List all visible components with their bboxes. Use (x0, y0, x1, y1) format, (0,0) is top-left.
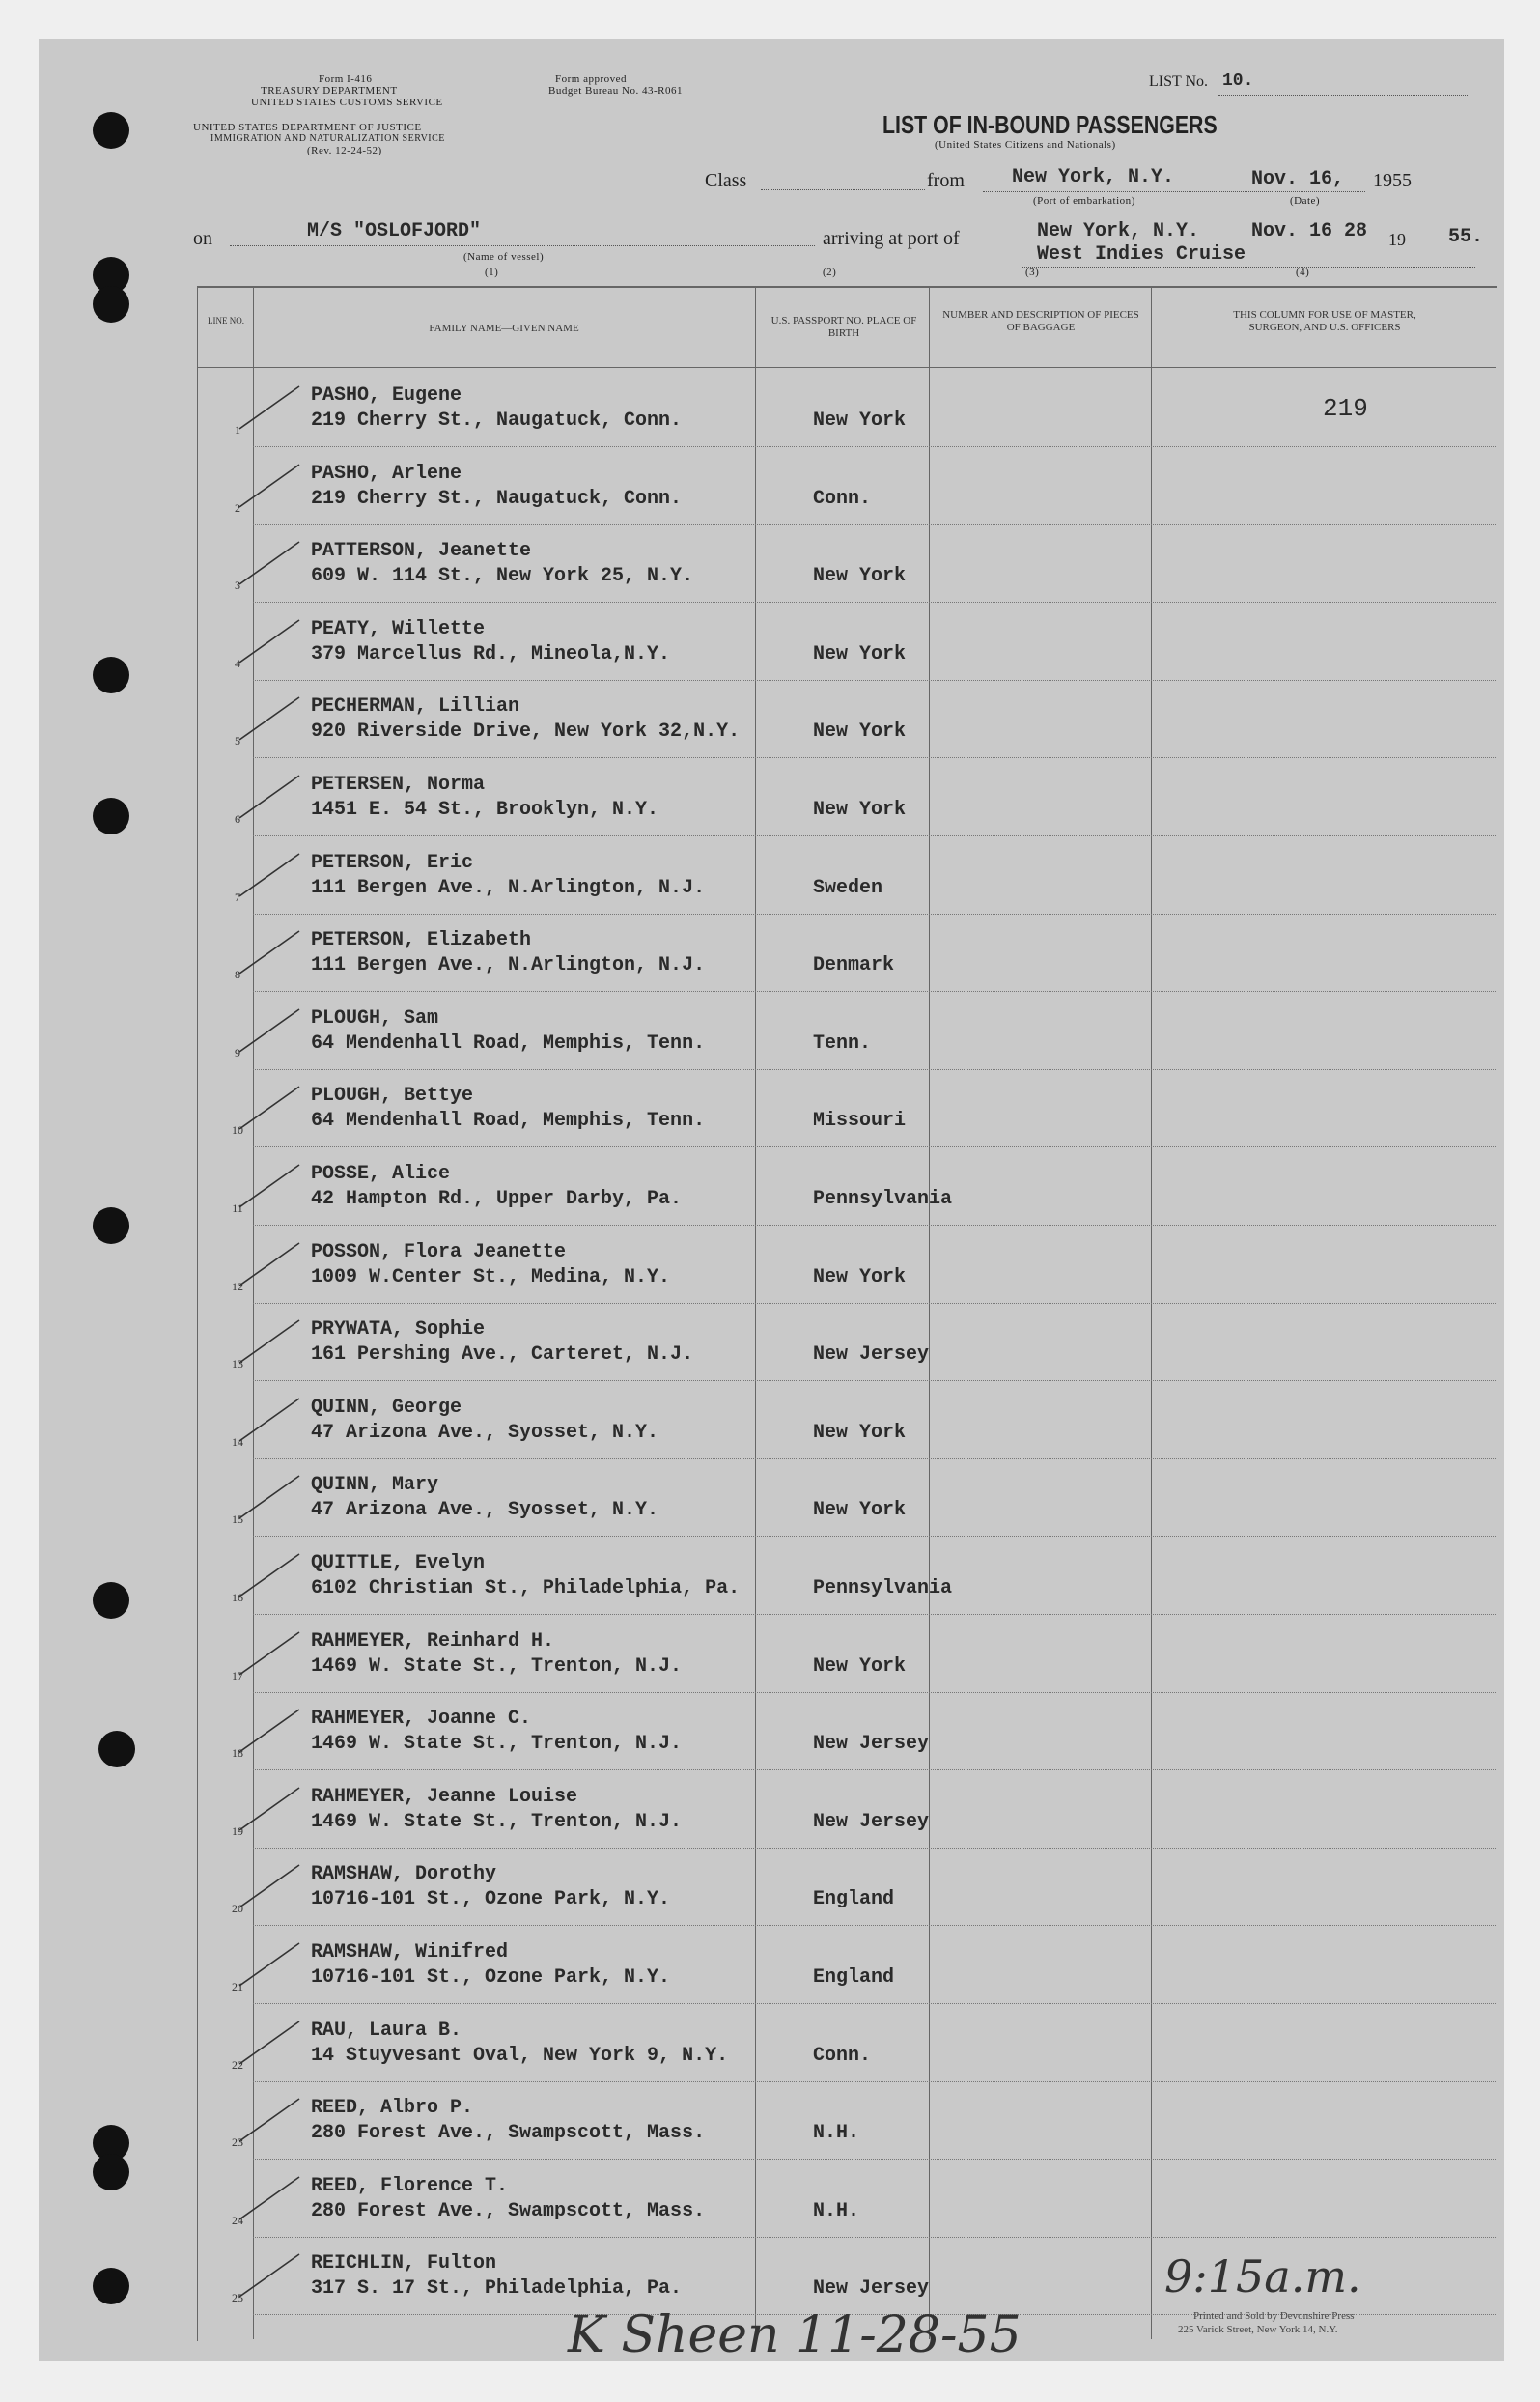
ins: IMMIGRATION AND NATURALIZATION SERVICE (210, 133, 445, 144)
passenger-address: 379 Marcellus Rd., Mineola,N.Y. (311, 642, 671, 665)
vessel-caption: (Name of vessel) (463, 251, 545, 263)
binder-hole (93, 2268, 129, 2304)
place-of-birth: New York (813, 565, 907, 588)
passenger-address: 42 Hampton Rd., Upper Darby, Pa. (311, 1188, 683, 1210)
cruise-name: West Indies Cruise (1037, 243, 1246, 266)
table-row (232, 2004, 1496, 2082)
passenger-name: RAHMEYER, Reinhard H. (311, 1629, 555, 1653)
line-number: 9 (235, 1045, 240, 1060)
arrival-year: 55. (1448, 226, 1484, 248)
caption-2: (2) (823, 267, 837, 278)
passenger-address: 609 W. 114 St., New York 25, N.Y. (311, 565, 694, 588)
passenger-address: 1469 W. State St., Trenton, N.J. (311, 1654, 683, 1678)
table-row (235, 447, 1496, 525)
table-row (232, 1147, 1496, 1226)
passenger-name: POSSE, Alice (311, 1163, 451, 1185)
arrival-port: New York, N.Y. (1037, 220, 1200, 242)
line-number: 25 (232, 2291, 243, 2305)
class-label: Class (705, 170, 747, 191)
form-approved: Form approved (555, 73, 628, 85)
arrival-date: Nov. 16 28 (1251, 220, 1368, 242)
passenger-name: PRYWATA, Sophie (311, 1318, 486, 1342)
table-row (235, 758, 1496, 836)
passenger-address: 1469 W. State St., Trenton, N.J. (311, 1733, 683, 1756)
table-row (232, 1069, 1496, 1147)
place-of-birth: Pennsylvania (813, 1188, 953, 1210)
passenger-address: 47 Arizona Ave., Syosset, N.Y. (311, 1499, 659, 1522)
place-of-birth: Sweden (813, 876, 883, 899)
place-of-birth: New York (813, 1265, 907, 1288)
binder-hole (93, 112, 129, 149)
passenger-name: REED, Florence T. (311, 2174, 509, 2197)
customs-service: UNITED STATES CUSTOMS SERVICE (251, 97, 443, 108)
table-row (232, 1458, 1496, 1537)
passenger-address: 111 Bergen Ave., N.Arlington, N.J. (311, 954, 706, 977)
table-row (232, 1848, 1496, 1926)
vessel-name: M/S "OSLOFJORD" (307, 220, 482, 242)
caption-3: (3) (1025, 267, 1040, 278)
from-port: New York, N.Y. (1012, 166, 1175, 188)
printer-line-1: Printed and Sold by Devonshire Press (1193, 2310, 1355, 2322)
place-of-birth: New Jersey (813, 1343, 930, 1367)
place-of-birth: Conn. (813, 2044, 872, 2067)
table-row (232, 1615, 1496, 1693)
passenger-address: 161 Pershing Ave., Carteret, N.J. (311, 1343, 694, 1367)
line-number: 3 (235, 579, 240, 593)
binder-hole (93, 2154, 129, 2190)
line-number: 17 (232, 1668, 243, 1682)
manifest-sheet (39, 39, 1504, 2364)
passenger-address: 219 Cherry St., Naugatuck, Conn. (311, 410, 683, 432)
table-row (235, 914, 1496, 992)
line-number: 4 (235, 656, 240, 670)
place-of-birth: New York (813, 799, 907, 821)
binder-hole (98, 1731, 135, 1767)
place-of-birth: New York (813, 410, 907, 432)
passenger-name: PEATY, Willette (311, 617, 486, 640)
place-of-birth: New York (813, 642, 907, 665)
binder-hole (93, 657, 129, 693)
table-row (235, 369, 1496, 447)
passenger-address: 1451 E. 54 St., Brooklyn, N.Y. (311, 799, 659, 821)
place-of-birth: Conn. (813, 487, 872, 510)
line-number: 18 (232, 1746, 243, 1761)
passenger-name: REED, Albro P. (311, 2097, 474, 2120)
passenger-name: RAMSHAW, Dorothy (311, 1863, 497, 1886)
table-row (235, 524, 1496, 603)
passenger-name: RAHMEYER, Jeanne Louise (311, 1785, 578, 1808)
on-label: on (193, 228, 212, 249)
table-row (232, 1226, 1496, 1304)
table-row (232, 1381, 1496, 1459)
passenger-name: RAMSHAW, Winifred (311, 1941, 509, 1964)
doj: UNITED STATES DEPARTMENT OF JUSTICE (193, 122, 422, 133)
passenger-name: RAHMEYER, Joanne C. (311, 1708, 532, 1731)
line-number: 24 (232, 2213, 243, 2227)
from-date: Nov. 16, (1251, 168, 1345, 190)
header-officers: THIS COLUMN FOR USE OF MASTER, SURGEON, AND U.S. OFFICERS (1233, 309, 1416, 333)
caption-1: (1) (485, 267, 499, 278)
passenger-address: 10716-101 St., Ozone Park, N.Y. (311, 1888, 671, 1911)
passenger-name: PASHO, Arlene (311, 462, 462, 485)
table-row (232, 1303, 1496, 1381)
passenger-address: 280 Forest Ave., Swampscott, Mass. (311, 2199, 706, 2222)
line-number: 5 (235, 734, 240, 749)
passenger-address: 280 Forest Ave., Swampscott, Mass. (311, 2122, 706, 2145)
date-caption: (Date) (1290, 195, 1321, 207)
passenger-address: 111 Bergen Ave., N.Arlington, N.J. (311, 876, 706, 899)
binder-hole (93, 798, 129, 834)
handwritten-time: 9:15a.m. (1164, 2250, 1361, 2303)
passenger-name: PECHERMAN, Lillian (311, 695, 520, 719)
passenger-name: RAU, Laura B. (311, 2019, 462, 2042)
officer-note: 219 (1323, 394, 1368, 423)
page-title: LIST OF IN-BOUND PASSENGERS (882, 110, 1218, 139)
line-number: 11 (232, 1201, 243, 1215)
passenger-address: 14 Stuyvesant Oval, New York 9, N.Y. (311, 2044, 729, 2067)
passenger-name: QUITTLE, Evelyn (311, 1552, 486, 1574)
passenger-name: POSSON, Flora Jeanette (311, 1240, 567, 1263)
line-number: 22 (232, 2057, 243, 2072)
passenger-name: PLOUGH, Sam (311, 1006, 439, 1030)
table-row (232, 2160, 1496, 2238)
passenger-address: 920 Riverside Drive, New York 32,N.Y. (311, 721, 741, 744)
passenger-name: PASHO, Eugene (311, 384, 462, 407)
page-subtitle: (United States Citizens and Nationals) (935, 139, 1116, 151)
binder-hole (93, 1582, 129, 1619)
place-of-birth: New York (813, 721, 907, 744)
table-row (232, 2081, 1496, 2160)
table-row (232, 1537, 1496, 1615)
place-of-birth: England (813, 1888, 895, 1911)
line-number: 20 (232, 1902, 243, 1916)
revision: (Rev. 12-24-52) (307, 145, 382, 156)
passenger-address: 10716-101 St., Ozone Park, N.Y. (311, 1966, 671, 1989)
passenger-name: PETERSON, Elizabeth (311, 929, 532, 952)
place-of-birth: New Jersey (813, 1733, 930, 1756)
passenger-name: PLOUGH, Bettye (311, 1085, 474, 1108)
passenger-address: 219 Cherry St., Naugatuck, Conn. (311, 487, 683, 510)
place-of-birth: N.H. (813, 2199, 860, 2222)
printer-line-2: 225 Varick Street, New York 14, N.Y. (1178, 2324, 1338, 2335)
passenger-address: 64 Mendenhall Road, Memphis, Tenn. (311, 1110, 706, 1133)
place-of-birth: Denmark (813, 954, 895, 977)
line-number: 10 (232, 1123, 243, 1138)
passenger-address: 317 S. 17 St., Philadelphia, Pa. (311, 2277, 683, 2301)
place-of-birth: N.H. (813, 2122, 860, 2145)
place-of-birth: England (813, 1966, 895, 1989)
header-name: FAMILY NAME—GIVEN NAME (429, 323, 579, 334)
passenger-address: 1009 W.Center St., Medina, N.Y. (311, 1265, 671, 1288)
place-of-birth: New York (813, 1421, 907, 1444)
place-of-birth: Tenn. (813, 1031, 872, 1055)
line-number: 16 (232, 1591, 243, 1604)
binder-hole (93, 1207, 129, 1244)
line-number: 6 (235, 812, 240, 826)
passenger-address: 47 Arizona Ave., Syosset, N.Y. (311, 1421, 659, 1444)
table-row (235, 680, 1496, 758)
header-line-no: LINE NO. (208, 316, 244, 325)
line-number: 23 (232, 2135, 243, 2150)
caption-4: (4) (1296, 267, 1310, 278)
list-number: 10. (1222, 71, 1254, 91)
place-of-birth: New Jersey (813, 1810, 930, 1833)
arriving-label: arriving at port of (823, 228, 960, 249)
line-number: 13 (232, 1357, 243, 1371)
passenger-name: QUINN, Mary (311, 1474, 439, 1497)
table-row (232, 1926, 1496, 2004)
from-label: from (927, 170, 965, 191)
line-number: 21 (232, 1980, 243, 1993)
line-number: 2 (235, 500, 240, 515)
header-baggage: NUMBER AND DESCRIPTION OF PIECES OF BAGGAGE (942, 309, 1139, 333)
passenger-name: PATTERSON, Jeanette (311, 540, 532, 563)
line-number: 1 (235, 423, 240, 437)
list-label: LIST No. (1149, 73, 1209, 90)
passenger-address: 1469 W. State St., Trenton, N.J. (311, 1810, 683, 1833)
handwritten-signature: K Sheen 11-28-55 (568, 2306, 1022, 2364)
place-of-birth: Pennsylvania (813, 1577, 953, 1599)
table-row (232, 1770, 1496, 1849)
treasury-dept: TREASURY DEPARTMENT (261, 85, 398, 97)
passenger-name: PETERSEN, Norma (311, 774, 486, 796)
passenger-name: REICHLIN, Fulton (311, 2252, 497, 2275)
line-number: 14 (232, 1434, 243, 1449)
line-number: 8 (235, 968, 240, 982)
passenger-address: 64 Mendenhall Road, Memphis, Tenn. (311, 1031, 706, 1055)
line-number: 12 (232, 1279, 243, 1293)
binder-hole (93, 286, 129, 323)
place-of-birth: New York (813, 1499, 907, 1522)
table-row (235, 992, 1496, 1070)
port-caption: (Port of embarkation) (1033, 195, 1135, 207)
line-number: 19 (232, 1823, 243, 1838)
table-row (235, 836, 1496, 915)
line-number: 15 (232, 1512, 243, 1527)
budget-bureau: Budget Bureau No. 43-R061 (548, 85, 683, 97)
passenger-address: 6102 Christian St., Philadelphia, Pa. (311, 1577, 741, 1599)
place-of-birth: New York (813, 1654, 907, 1678)
place-of-birth: Missouri (813, 1110, 907, 1133)
table-row (232, 1692, 1496, 1770)
header-passport: U.S. PASSPORT NO. PLACE OF BIRTH (770, 315, 917, 339)
table-row (235, 603, 1496, 681)
place-of-birth: New Jersey (813, 2277, 930, 2301)
passenger-name: PETERSON, Eric (311, 851, 474, 874)
passenger-name: QUINN, George (311, 1396, 462, 1419)
arrival-year-prefix: 19 (1388, 230, 1406, 249)
line-number: 7 (235, 890, 240, 904)
form-number: Form I-416 (319, 73, 373, 85)
from-year: 1955 (1373, 170, 1412, 191)
